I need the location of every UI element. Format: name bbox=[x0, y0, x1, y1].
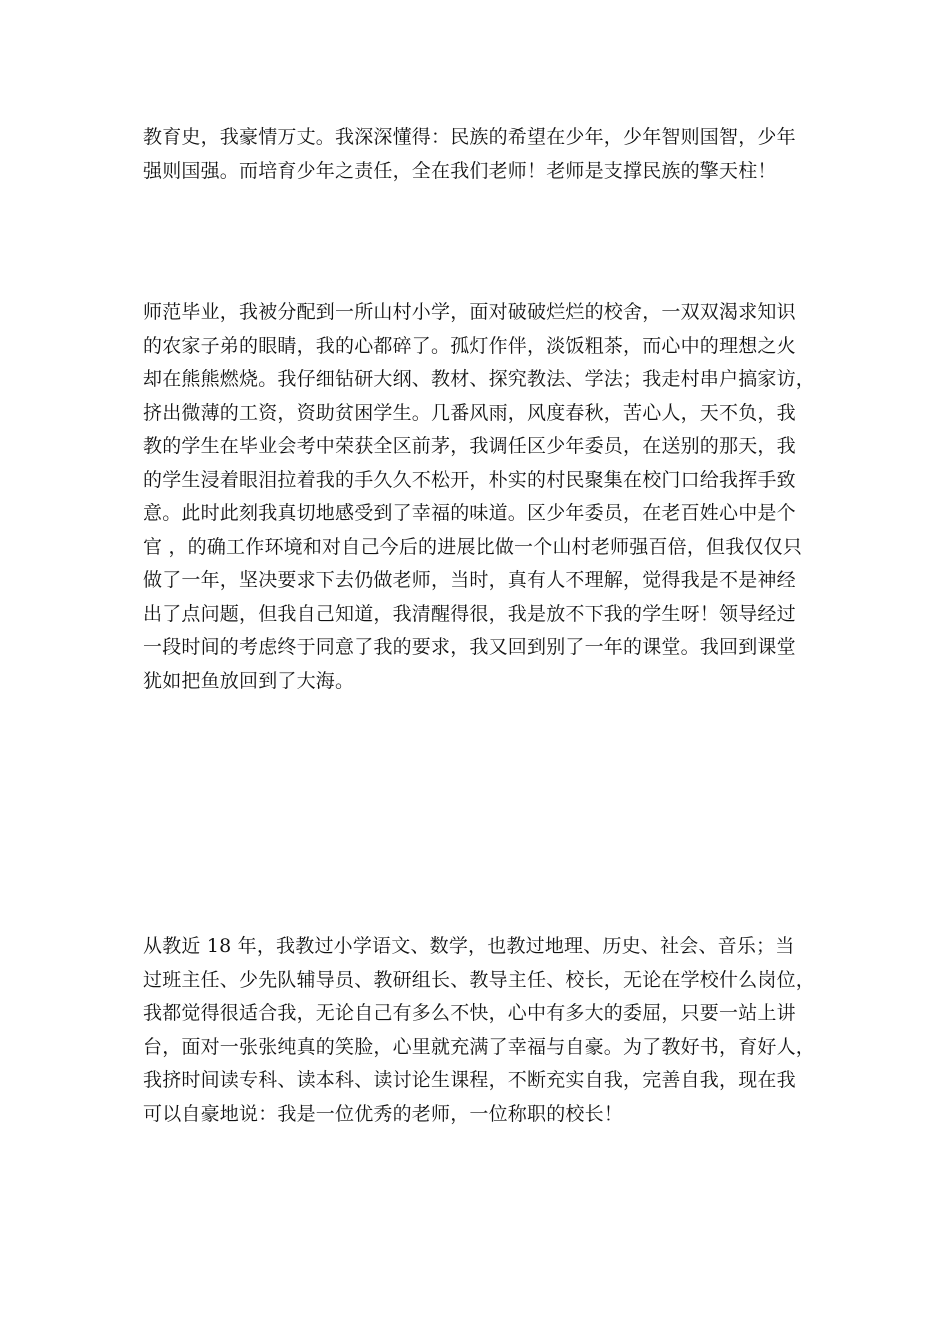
text-line: 教育史，我豪情万丈。我深深懂得：民族的希望在少年，少年智则国智，少年 bbox=[143, 126, 796, 148]
text-line: 可以自豪地说：我是一位优秀的老师，一位称职的校长！ bbox=[143, 1102, 624, 1125]
text-line: 我都觉得很适合我，无论自己有多么不快，心中有多大的委屈，只要一站上讲 bbox=[143, 1002, 796, 1024]
text-line: 教的学生在毕业会考中荣获全区前茅，我调任区少年委员，在送别的那天，我 bbox=[143, 435, 796, 457]
text-line: 从教近 18 年，我教过小学语文、数学，也教过地理、历史、社会、音乐；当 bbox=[143, 935, 795, 957]
paragraph-2 bbox=[143, 296, 815, 698]
text-line: 却在熊熊燃烧。我仔细钻研大纲、教材、探究教法、学法；我走村串户搞家访， bbox=[143, 368, 816, 390]
text-line: 的农家子弟的眼睛，我的心都碎了。孤灯作伴，淡饭粗茶，而心中的理想之火 bbox=[143, 334, 796, 357]
text-line: 台，面对一张张纯真的笑脸，心里就充满了幸福与自豪。为了教好书，育好人， bbox=[143, 1035, 816, 1058]
text-line: 做了一年，坚决要求下去仍做老师，当时，真有人不理解，觉得我是不是神经 bbox=[143, 569, 796, 591]
text-line: 的学生浸着眼泪拉着我的手久久不松开，朴实的村民聚集在校门口给我挥手致 bbox=[143, 468, 796, 491]
paragraph-1 bbox=[143, 121, 815, 188]
text-line: 挤出微薄的工资，资助贫困学生。几番风雨，风度春秋，苦心人，天不负，我 bbox=[143, 401, 796, 424]
text-line: 我挤时间读专科、读本科、读讨论生课程，不断充实自我，完善自我，现在我 bbox=[143, 1069, 796, 1091]
text-line: 犹如把鱼放回到了大海。 bbox=[143, 669, 355, 692]
text-line: 出了点问题，但我自己知道，我清醒得很，我是放不下我的学生呀！领导经过 bbox=[143, 602, 796, 625]
text-line: 意。此时此刻我真切地感受到了幸福的味道。区少年委员，在老百姓心中是个 bbox=[143, 502, 796, 524]
text-line: 一段时间的考虑终于同意了我的要求，我又回到别了一年的课堂。我回到课堂 bbox=[143, 636, 796, 658]
text-line: 过班主任、少先队辅导员、教研组长、教导主任、校长，无论在学校什么岗位， bbox=[143, 968, 816, 991]
text-line: 强则国强。而培育少年之责任，全在我们老师！老师是支撑民族的擎天柱！ bbox=[143, 159, 777, 182]
text-line: 师范毕业，我被分配到一所山村小学，面对破破烂烂的校舍，一双双渴求知识 bbox=[143, 301, 796, 323]
paragraph-3 bbox=[143, 930, 815, 1131]
text-line: 官 ，的确工作环境和对自己今后的进展比做一个山村老师强百倍，但我仅仅只 bbox=[143, 535, 803, 558]
